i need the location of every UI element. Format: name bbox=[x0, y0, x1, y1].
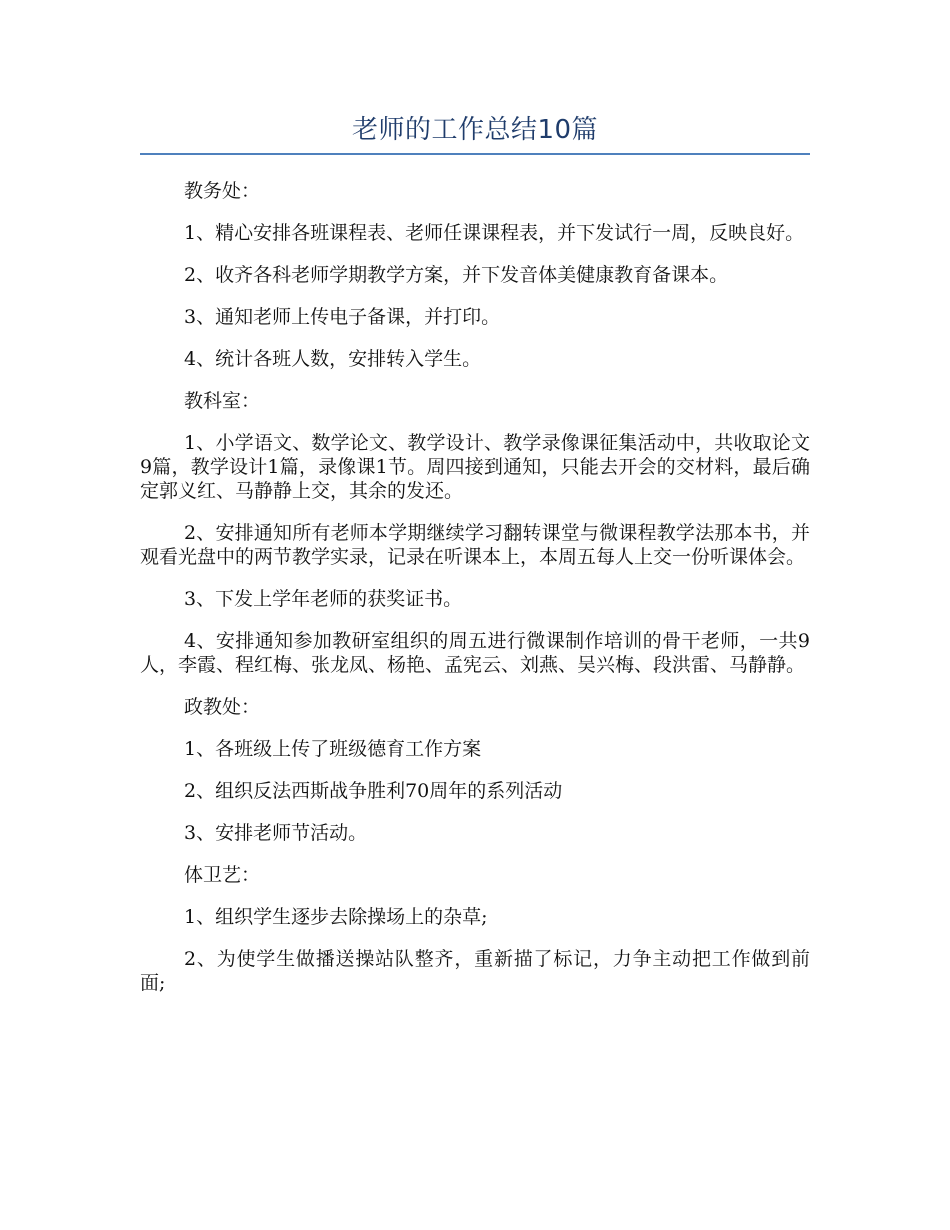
title-divider bbox=[140, 153, 810, 155]
paragraph: 3、下发上学年老师的获奖证书。 bbox=[184, 588, 463, 610]
section-heading: 教科室： bbox=[184, 390, 261, 412]
paragraph: 3、通知老师上传电子备课，并打印。 bbox=[184, 306, 501, 328]
paragraph: 1、组织学生逐步去除操场上的杂草; bbox=[184, 906, 488, 928]
paragraph: 2、收齐各科老师学期教学方案，并下发音体美健康教育备课本。 bbox=[184, 264, 729, 286]
paragraph: 1、精心安排各班课程表、老师任课课程表，并下发试行一周，反映良好。 bbox=[184, 222, 805, 244]
paragraph: 2、组织反法西斯战争胜利70周年的系列活动 bbox=[184, 780, 563, 802]
paragraph: 1、小学语文、数学论文、教学设计、教学录像课征集活动中，共收取论文9篇，教学设计1篇，录像课1节。周四接到通知，只能去开会的交材料，最后确定郭义红、马静静上交，其余的发还。 bbox=[140, 432, 810, 502]
section-heading: 教务处： bbox=[184, 180, 261, 202]
document-title: 老师的工作总结10篇 bbox=[351, 115, 599, 145]
paragraph: 2、为使学生做播送操站队整齐，重新描了标记，力争主动把工作做到前面; bbox=[140, 948, 810, 994]
section-heading: 体卫艺： bbox=[184, 864, 261, 886]
paragraph: 2、安排通知所有老师本学期继续学习翻转课堂与微课程教学法那本书，并观看光盘中的两节教学实录，记录在听课本上，本周五每人上交一份听课体会。 bbox=[140, 522, 810, 568]
section-heading: 政教处： bbox=[184, 696, 261, 718]
document-page bbox=[140, 0, 810, 1013]
paragraph: 4、安排通知参加教研室组织的周五进行微课制作培训的骨干老师，一共9人，李霞、程红梅、张龙凤、杨艳、孟宪云、刘燕、吴兴梅、段洪雷、马静静。 bbox=[140, 630, 810, 676]
paragraph: 4、统计各班人数，安排转入学生。 bbox=[184, 348, 482, 370]
document-body bbox=[140, 179, 810, 995]
paragraph: 1、各班级上传了班级德育工作方案 bbox=[184, 738, 482, 760]
paragraph: 3、安排老师节活动。 bbox=[184, 822, 368, 844]
